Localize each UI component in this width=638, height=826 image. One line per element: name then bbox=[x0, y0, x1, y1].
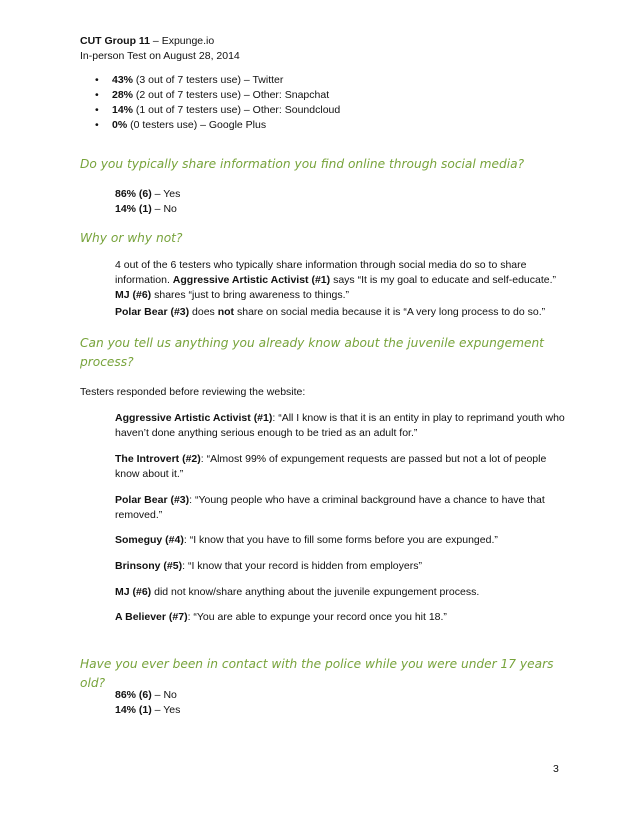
question-police-contact: Have you ever been in contact with the police while you were under 17 years old? bbox=[80, 657, 554, 690]
bullet-icon: • bbox=[95, 104, 99, 116]
response-text: : “I know that your record is hidden from employers” bbox=[182, 560, 422, 572]
text-run: shares “just to bring awareness to things.” bbox=[151, 289, 350, 301]
bullet-text: (2 out of 7 testers use) – Other: Snapchat bbox=[133, 89, 330, 101]
answer-pct: 86% (6) bbox=[115, 188, 152, 200]
page-number: 3 bbox=[553, 763, 559, 775]
bullet-icon: • bbox=[95, 89, 99, 101]
tester-name: MJ (#6) bbox=[115, 586, 152, 598]
tester-name: Aggressive Artistic Activist (#1) bbox=[115, 412, 273, 424]
tester-name: The Introvert (#2) bbox=[115, 453, 201, 465]
response-text: : “All I know is that it is an entity in play to reprimand youth who haven’t done anything serious enough to be tried as an adult for.” bbox=[115, 412, 565, 439]
bullet-item bbox=[95, 88, 340, 103]
document-header bbox=[80, 34, 240, 64]
bullet-text: (0 testers use) – Google Plus bbox=[127, 119, 267, 131]
emphasis-not: not bbox=[217, 306, 235, 318]
response-text: : “Almost 99% of expungement requests are passed but not a lot of people know about it.” bbox=[115, 453, 547, 480]
header-subtitle: In-person Test on August 28, 2014 bbox=[80, 50, 240, 62]
bullet-item bbox=[95, 103, 340, 118]
bullet-text: (3 out of 7 testers use) – Twitter bbox=[133, 74, 284, 86]
text-run: does bbox=[189, 306, 218, 318]
response-item bbox=[115, 533, 567, 548]
answer-block-police bbox=[115, 688, 565, 718]
response-item bbox=[115, 610, 567, 625]
response-item bbox=[115, 411, 567, 441]
paragraph-why bbox=[115, 258, 567, 303]
answer-pct: 14% (1) bbox=[115, 203, 152, 215]
answer-text: – No bbox=[151, 203, 177, 215]
bullet-pct: 43% bbox=[112, 74, 134, 86]
bullet-item bbox=[95, 73, 340, 88]
tester-name: Brinsony (#5) bbox=[115, 560, 183, 572]
answer-pct: 86% (6) bbox=[115, 689, 152, 701]
response-text: : “You are able to expunge your record once you hit 18.” bbox=[187, 611, 447, 623]
answer-text: – Yes bbox=[151, 704, 181, 716]
question-line: Can you tell us anything you already know about the juvenile expungement bbox=[80, 336, 544, 350]
bullet-pct: 0% bbox=[112, 119, 128, 131]
response-item bbox=[115, 585, 567, 600]
question-share-online: Do you typically share information you find online through social media? bbox=[80, 157, 525, 171]
response-text: : “I know that you have to fill some forms before you are expunged.” bbox=[183, 534, 498, 546]
answer-pct: 14% (1) bbox=[115, 704, 152, 716]
tester-name: MJ (#6) bbox=[115, 289, 152, 301]
tester-name: Polar Bear (#3) bbox=[115, 306, 190, 318]
bullet-pct: 14% bbox=[112, 104, 134, 116]
answer-block-share bbox=[115, 187, 565, 217]
question-line: process? bbox=[80, 355, 134, 369]
bullet-icon: • bbox=[95, 74, 99, 86]
text-run: says “It is my goal to educate and self-educate.” bbox=[330, 274, 557, 286]
bullet-pct: 28% bbox=[112, 89, 134, 101]
header-org: CUT Group 11 bbox=[80, 35, 151, 47]
responses-intro: Testers responded before reviewing the website: bbox=[80, 386, 306, 398]
response-item bbox=[115, 559, 567, 574]
response-item bbox=[115, 493, 567, 523]
response-item bbox=[115, 452, 567, 482]
text-run: 4 out of the 6 testers who typically share information through social media do so to share information. bbox=[115, 259, 527, 286]
answer-text: – Yes bbox=[151, 188, 181, 200]
question-why-or-why-not: Why or why not? bbox=[80, 231, 183, 245]
tester-name: Aggressive Artistic Activist (#1) bbox=[172, 274, 331, 286]
bullet-text: (1 out of 7 testers use) – Other: Soundcloud bbox=[133, 104, 341, 116]
platform-bullet-list bbox=[95, 73, 340, 133]
bullet-item bbox=[95, 118, 340, 133]
tester-name: Polar Bear (#3) bbox=[115, 494, 190, 506]
tester-name: A Believer (#7) bbox=[115, 611, 188, 623]
bullet-icon: • bbox=[95, 119, 99, 131]
response-text: did not know/share anything about the juvenile expungement process. bbox=[151, 586, 480, 598]
tester-name: Someguy (#4) bbox=[115, 534, 184, 546]
text-run: share on social media because it is “A very long process to do so.” bbox=[234, 306, 546, 318]
header-site: – Expunge.io bbox=[150, 35, 215, 47]
response-text: : “Young people who have a criminal background have a chance to have that removed.” bbox=[115, 494, 545, 521]
answer-text: – No bbox=[151, 689, 177, 701]
question-juvenile-expungement bbox=[80, 334, 560, 372]
paragraph-polar-bear bbox=[115, 305, 567, 320]
